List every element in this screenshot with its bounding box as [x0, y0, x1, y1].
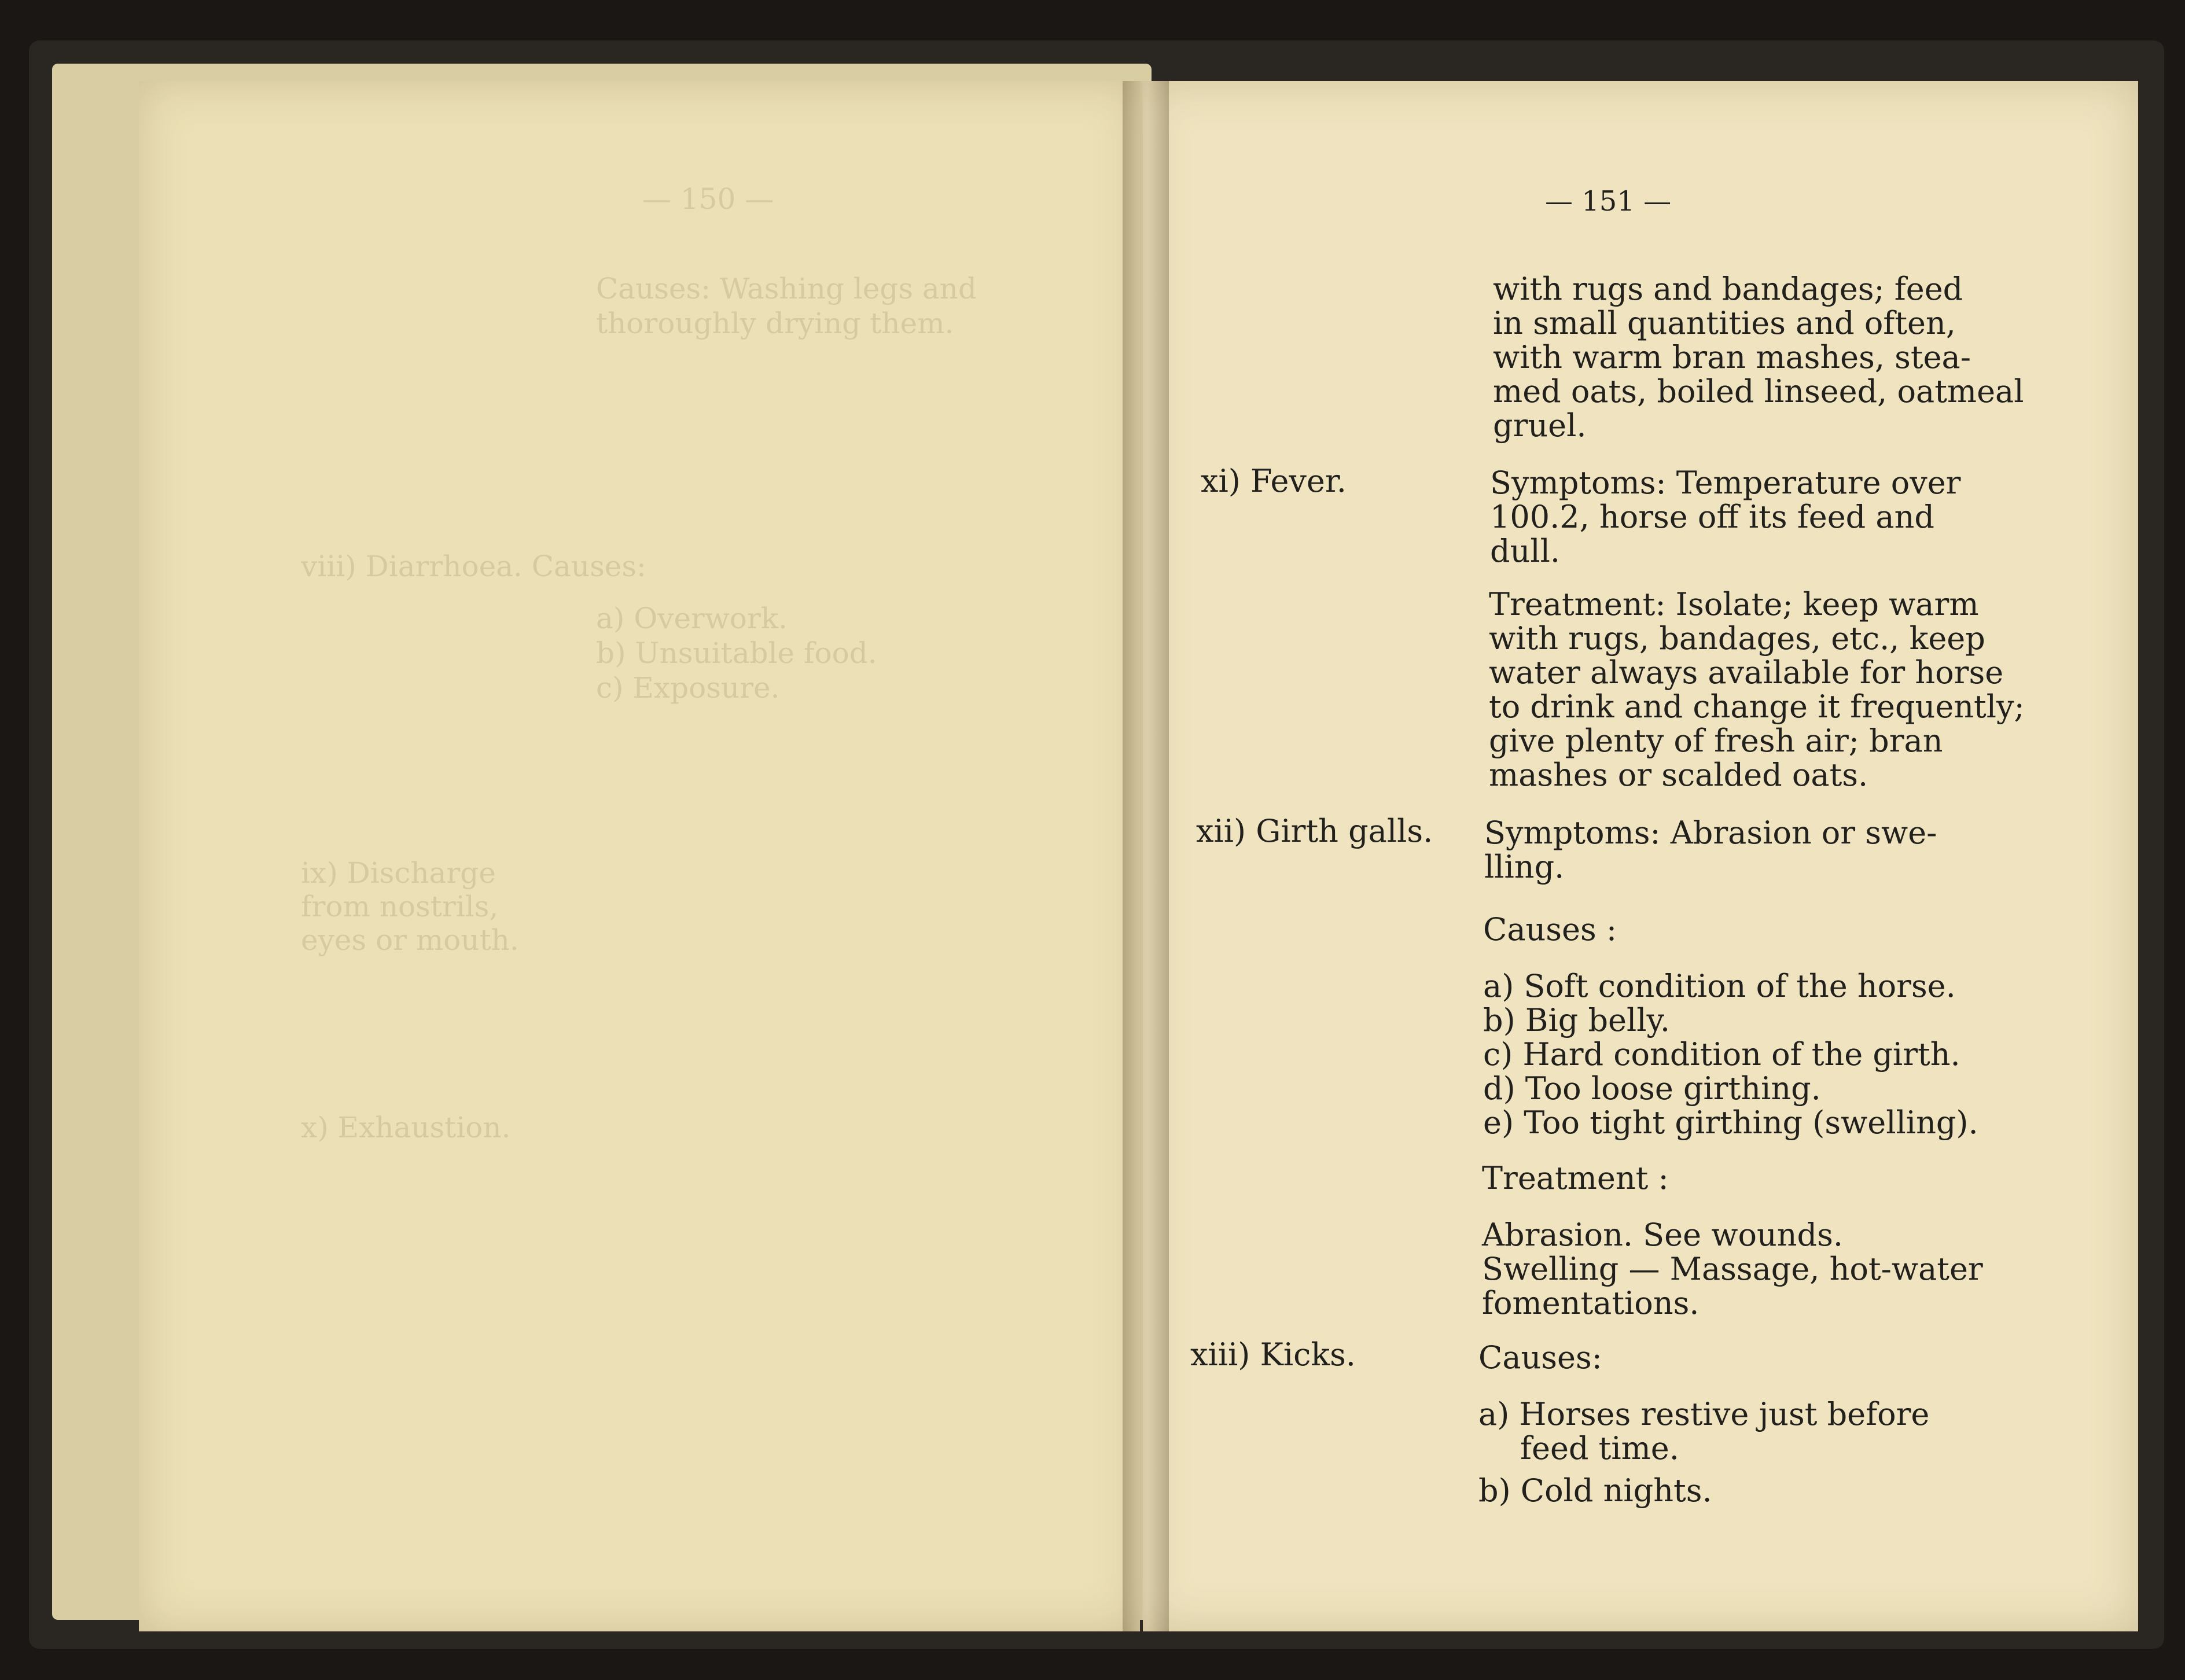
page-number: — 151 — [1545, 185, 1672, 218]
intro-paragraph [1493, 272, 2024, 443]
girth-symptoms [1484, 816, 1937, 884]
list-item: c) Hard condition of the girth. [1483, 1036, 1960, 1073]
text-line: give plenty of fresh air; bran [1489, 723, 1943, 759]
list-item: e) Too tight girthing (swelling). [1483, 1104, 1978, 1141]
fever-symptoms [1490, 466, 1960, 568]
bleed-line: a) Overwork. [596, 602, 788, 635]
left-page-number: — 150 — [642, 182, 774, 216]
text-line: med oats, boiled linseed, oatmeal [1493, 373, 2024, 410]
bleed-line: x) Exhaustion. [301, 1111, 511, 1144]
kicks-causes-list [1478, 1397, 1929, 1508]
bleed-line: Causes: Washing legs and [596, 272, 977, 305]
text-line: Swelling — Massage, hot-water [1482, 1251, 1983, 1287]
list-item: d) Too loose girthing. [1483, 1070, 1821, 1107]
kicks-causes-heading: Causes: [1478, 1339, 1602, 1376]
text-line: 100.2, horse off its feed and [1490, 499, 1934, 535]
text-line: to drink and change it frequently; [1489, 688, 2025, 725]
right-page [1143, 81, 2138, 1631]
girth-treatment [1482, 1218, 1983, 1320]
bleed-line: ix) Discharge from nostrils, eyes or mouth. [301, 856, 519, 957]
fever-label: xi) Fever. [1201, 463, 1347, 499]
list-item: b) Big belly. [1483, 1002, 1671, 1038]
bleed-line: b) Unsuitable food. [596, 636, 877, 670]
text-line: mashes or scalded oats. [1489, 757, 1868, 793]
text-line: dull. [1490, 533, 1561, 569]
text-line: Treatment: Isolate; keep warm [1489, 586, 1979, 622]
text-line: with warm bran mashes, stea- [1493, 339, 1971, 375]
fever-treatment [1489, 587, 2025, 792]
girth-galls-label: xii) Girth galls. [1196, 813, 1433, 849]
text-line: gruel. [1493, 407, 1587, 444]
text-line: Symptoms: Temperature over [1490, 465, 1961, 501]
text-line: Symptoms: Abrasion or swe- [1484, 815, 1937, 851]
text-line: in small quantities and often, [1493, 305, 1956, 341]
text-line: lling. [1484, 849, 1565, 885]
list-item: a) Horses restive just before [1478, 1396, 1930, 1432]
bleed-line: thoroughly drying them. [596, 307, 954, 340]
bleed-line: viii) Diarrhoea. Causes: [301, 550, 646, 583]
bleed-line: c) Exposure. [596, 671, 780, 705]
list-item: b) Cold nights. [1478, 1472, 1712, 1509]
girth-causes-list [1483, 969, 1978, 1140]
girth-causes-heading: Causes : [1483, 911, 1617, 948]
left-page [139, 81, 1140, 1631]
book-gutter [1123, 81, 1169, 1631]
text-line: water always available for horse [1489, 654, 2004, 691]
text-line: Abrasion. See wounds. [1482, 1217, 1843, 1253]
list-item: a) Soft condition of the horse. [1483, 968, 1956, 1004]
kicks-label: xiii) Kicks. [1190, 1336, 1356, 1373]
text-line: with rugs and bandages; feed [1493, 271, 1963, 307]
girth-treatment-heading: Treatment : [1482, 1160, 1669, 1196]
text-line: with rugs, bandages, etc., keep [1489, 620, 1985, 657]
text-line: fomentations. [1482, 1285, 1700, 1321]
list-item: feed time. [1520, 1430, 1679, 1467]
